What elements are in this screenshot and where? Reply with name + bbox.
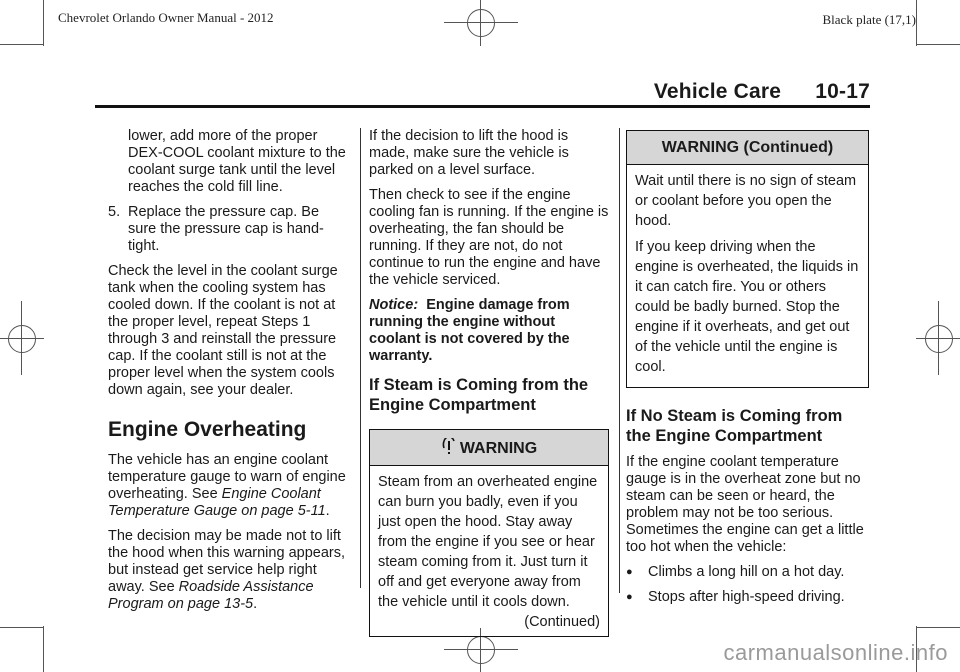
column-3 [626,130,869,614]
page-number: 10-17 [815,80,870,103]
bullet-item: ● Stops after high-speed driving. [626,589,845,605]
warning-continued-header: WARNING (Continued) [627,131,868,165]
running-head [654,80,870,104]
warning-body [370,466,608,636]
continued-label: (Continued) [524,614,600,630]
gauge-paragraph: The vehicle has an engine coolant temperature gauge to warn of engine overheating. See Engine Coolant Temperature Gauge on page 5-11. [108,452,346,519]
warning-continued-p1: Wait until there is no sign of steam or coolant before you open the hood. [635,173,857,229]
column-divider-1 [360,128,361,588]
notice [369,297,609,365]
roadside-xref-link[interactable]: Roadside Assistance Program on page 13-5 [108,579,314,612]
overheat-zone-paragraph: If the engine coolant temperature gauge is in the overheat zone but no steam can be seen or heard, the problem may not be too serious. Sometimes the engine can get a little too hot when the vehicle: [626,454,864,555]
coolant-check-paragraph: Check the level in the coolant surge tank when the cooling system has cooled down. If the coolant is not at the proper level, repeat Steps 1 through 3 and reinstall the pressure cap. If the coolant still is not at the proper level when the system cools down again, see your dealer. [108,263,338,398]
warning-continued-box [626,130,869,388]
warning-header [370,430,608,466]
service-paragraph: The decision may be made not to lift the hood when this warning appears, but instead get service help right away. See Roadside Assistance Program on page 13-5. [108,528,345,612]
notice-text: Engine damage from running the engine without coolant is not covered by the warranty. [369,297,570,364]
step-5 [108,204,350,255]
watermark: carmanualsonline.info [723,640,948,665]
bullet-icon: ● [626,591,633,603]
fan-check-paragraph: Then check to see if the engine cooling fan is running. If the engine is overheating, the fan should be running. If they are not, do not continue to run the engine and have the vehicle serviced. [369,187,609,288]
heading-steam: If Steam is Coming from the Engine Compartment [369,376,589,414]
step-text: Replace the pressure cap. Be sure the pressure cap is hand-tight. [128,204,324,254]
heading-engine-overheating: Engine Overheating [108,418,307,441]
warning-title: WARNING [459,440,538,457]
column-2 [369,128,609,637]
gauge-xref-link[interactable]: Engine Coolant Temperature Gauge on page 5-11 [108,486,326,519]
warning-icon [441,438,457,456]
header-rule [95,105,870,108]
bullet-icon: ● [626,566,633,578]
section-name: Vehicle Care [653,80,782,103]
level-surface-paragraph: If the decision to lift the hood is made, make sure the vehicle is parked on a level surface. [369,128,569,178]
warning-box [369,429,609,637]
warning-continued-p2: If you keep driving when the engine is overheated, the liquids in it can catch fire. You or others could be badly burned. Stop the engine if it overheats, and get out of the vehicle until the engine is cool. [635,239,859,375]
column-1 [108,128,350,621]
warning-continued-body [627,165,868,387]
step-number: 5. [108,204,121,220]
heading-no-steam: If No Steam is Coming from the Engine Compartment [626,407,843,445]
column-divider-2 [619,128,620,593]
bullet-item: ● Climbs a long hill on a hot day. [626,564,845,580]
warning-text: Steam from an overheated engine can burn you badly, even if you just open the hood. Stay away from the engine if you see or hear steam coming from it. Just turn it off and get everyone away from the vehicle until it cools down. [378,474,598,610]
plate-number: Black plate (17,1) [822,12,916,27]
notice-label: Notice: [369,297,419,313]
continued-step-text: lower, add more of the proper DEX-COOL coolant mixture to the coolant surge tank until the level reaches the cold fill line. [128,128,346,195]
plate-title: Chevrolet Orlando Owner Manual - 2012 [58,10,274,25]
